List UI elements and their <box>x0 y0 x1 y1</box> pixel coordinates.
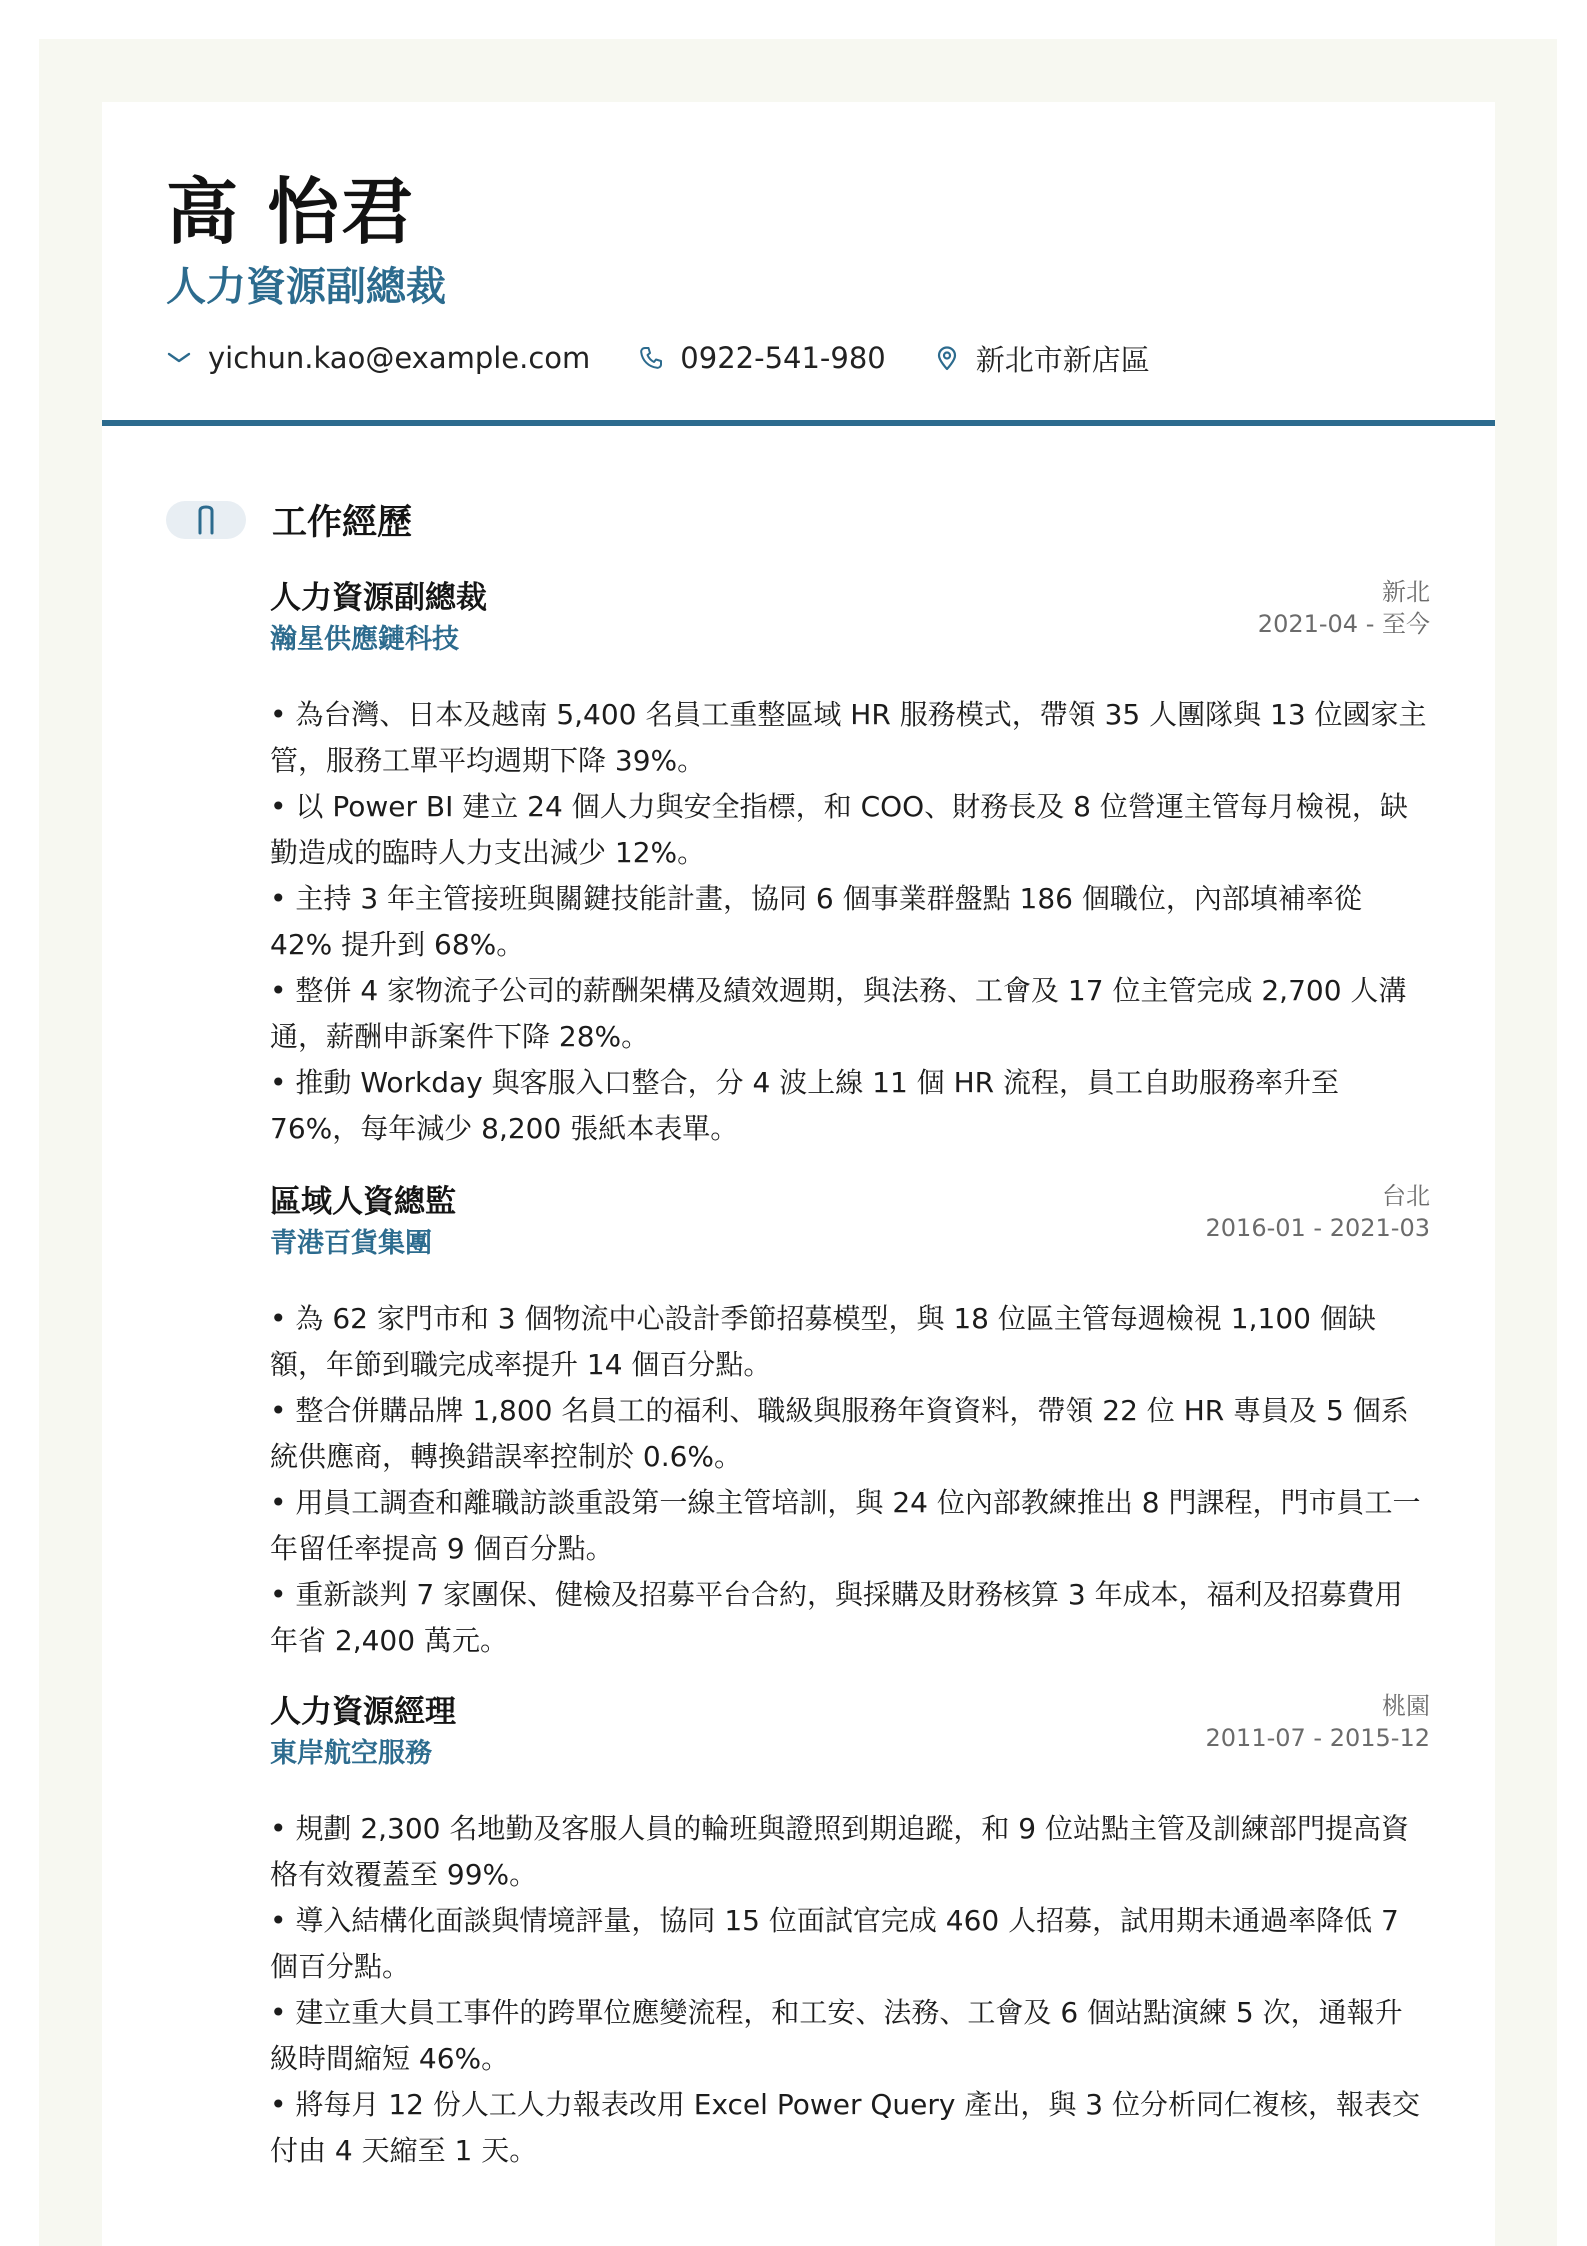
job-entry <box>270 1690 1430 2167</box>
job-entry <box>270 576 1430 1145</box>
job-entry <box>270 1180 1430 1657</box>
job-dates: 2021-04 - 至今 <box>1257 610 1430 638</box>
job-bullet: • 用員工調查和離職訪談重設第一線主管培訓，與 24 位內部教練推出 8 門課程，門市員工一年留任率提高 9 個百分點。 <box>270 1486 1421 1565</box>
section-header-experience <box>166 490 412 550</box>
job-bullet: • 導入結構化面談與情境評量，協同 15 位面試官完成 460 人招募，試用期未通過率降低 7 個百分點。 <box>270 1904 1399 1983</box>
job-bullet: • 為台灣、日本及越南 5,400 名員工重整區域 HR 服務模式，帶領 35 人團隊與 13 位國家主管，服務工單平均週期下降 39%。 <box>270 698 1427 777</box>
job-dates: 2011-07 - 2015-12 <box>1205 1724 1430 1752</box>
email-icon <box>166 345 192 371</box>
job-bullet: • 推動 Workday 與客服入口整合，分 4 波上線 11 個 HR 流程，員工自助服務率升至 76%，每年減少 8,200 張紙本表單。 <box>270 1066 1339 1145</box>
contact-phone[interactable] <box>638 341 885 375</box>
briefcase-icon <box>166 501 246 539</box>
job-title: 區域人資總監 <box>270 1184 456 1220</box>
job-title: 人力資源副總裁 <box>270 580 487 616</box>
job-company: 瀚星供應鏈科技 <box>270 624 459 655</box>
job-bullets <box>270 1296 1430 1664</box>
job-location: 台北 <box>1382 1182 1430 1210</box>
job-bullet: • 整併 4 家物流子公司的薪酬架構及績效週期，與法務、工會及 17 位主管完成 2,700 人溝通，薪酬申訴案件下降 28%。 <box>270 974 1407 1053</box>
location-text: 新北市新店區 <box>975 342 1150 377</box>
job-dates: 2016-01 - 2021-03 <box>1205 1214 1430 1242</box>
contact-location <box>934 338 1150 379</box>
job-bullet: • 以 Power BI 建立 24 個人力與安全指標，和 COO、財務長及 8 位營運主管每月檢視，缺勤造成的臨時人力支出減少 12%。 <box>270 790 1408 869</box>
job-bullets <box>270 692 1430 1152</box>
resume-sheet <box>102 102 1495 2246</box>
contact-email[interactable] <box>166 341 590 375</box>
job-bullet: • 為 62 家門市和 3 個物流中心設計季節招募模型，與 18 位區主管每週檢視 1,100 個缺額，年節到職完成率提升 14 個百分點。 <box>270 1302 1376 1381</box>
header-divider <box>102 420 1495 426</box>
job-bullet: • 主持 3 年主管接班與關鍵技能計畫，協同 6 個事業群盤點 186 個職位，內部填補率從 42% 提升到 68%。 <box>270 882 1362 961</box>
job-bullet: • 建立重大員工事件的跨單位應變流程，和工安、法務、工會及 6 個站點演練 5 次，通報升級時間縮短 46%。 <box>270 1996 1403 2075</box>
job-location: 桃園 <box>1382 1692 1430 1720</box>
job-bullet: • 重新談判 7 家團保、健檢及招募平台合約，與採購及財務核算 3 年成本，福利及招募費用年省 2,400 萬元。 <box>270 1578 1403 1657</box>
job-company: 青港百貨集團 <box>270 1228 432 1259</box>
section-title: 工作經歷 <box>272 503 413 543</box>
contact-row <box>166 338 1198 378</box>
job-bullet: • 將每月 12 份人工人力報表改用 Excel Power Query 產出，與 3 位分析同仁複核，報表交付由 4 天縮至 1 天。 <box>270 2088 1420 2167</box>
location-pin-icon <box>934 345 960 371</box>
job-location: 新北 <box>1382 578 1430 606</box>
job-bullets <box>270 1806 1430 2174</box>
job-title: 人力資源經理 <box>270 1694 456 1730</box>
job-company: 東岸航空服務 <box>270 1738 432 1769</box>
candidate-name: 高 怡君 <box>166 170 416 254</box>
candidate-title: 人力資源副總裁 <box>166 264 446 310</box>
phone-text: 0922-541-980 <box>680 341 886 375</box>
job-bullet: • 規劃 2,300 名地勤及客服人員的輪班與證照到期追蹤，和 9 位站點主管及訓練部門提高資格有效覆蓋至 99%。 <box>270 1812 1409 1891</box>
phone-icon <box>638 345 664 371</box>
email-text: yichun.kao@example.com <box>208 341 591 375</box>
job-bullet: • 整合併購品牌 1,800 名員工的福利、職級與服務年資資料，帶領 22 位 HR 專員及 5 個系統供應商，轉換錯誤率控制於 0.6%。 <box>270 1394 1409 1473</box>
